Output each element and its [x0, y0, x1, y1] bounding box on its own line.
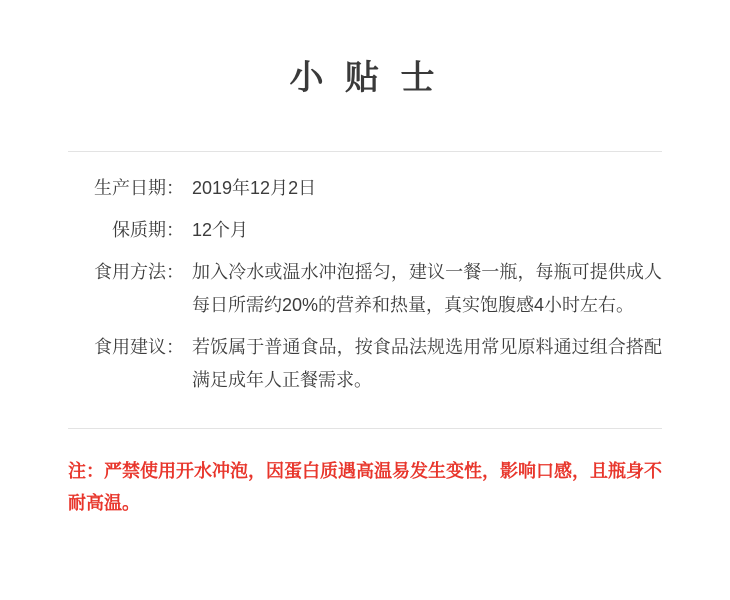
table-row — [68, 172, 662, 214]
table-row — [68, 256, 662, 331]
row-value-production-date: 2019年12月2日 — [192, 177, 317, 198]
divider-top — [68, 151, 662, 152]
divider-bottom — [68, 428, 662, 429]
page-title: 小 贴 士 — [289, 59, 441, 97]
table-row — [68, 214, 662, 256]
row-label-usage-advice: 食用建议： — [94, 336, 184, 357]
row-label-usage-method: 食用方法： — [94, 261, 184, 282]
row-value-shelf-life: 12个月 — [192, 219, 249, 240]
row-value-usage-advice: 若饭属于普通食品，按食品法规选用常见原料通过组合搭配满足成年人正餐需求。 — [192, 336, 662, 390]
row-value-usage-method: 加入冷水或温水冲泡摇匀，建议一餐一瓶，每瓶可提供成人每日所需约20%的营养和热量，真实饱腹感4小时左右。 — [192, 261, 662, 315]
warning-note: 注：严禁使用开水冲泡，因蛋白质遇高温易发生变性，影响口感，且瓶身不耐高温。 — [68, 460, 662, 513]
row-label-production-date: 生产日期： — [94, 177, 184, 198]
spacer — [68, 406, 662, 428]
table-row — [68, 331, 662, 406]
info-table — [68, 172, 662, 406]
row-label-shelf-life: 保质期： — [112, 219, 184, 240]
